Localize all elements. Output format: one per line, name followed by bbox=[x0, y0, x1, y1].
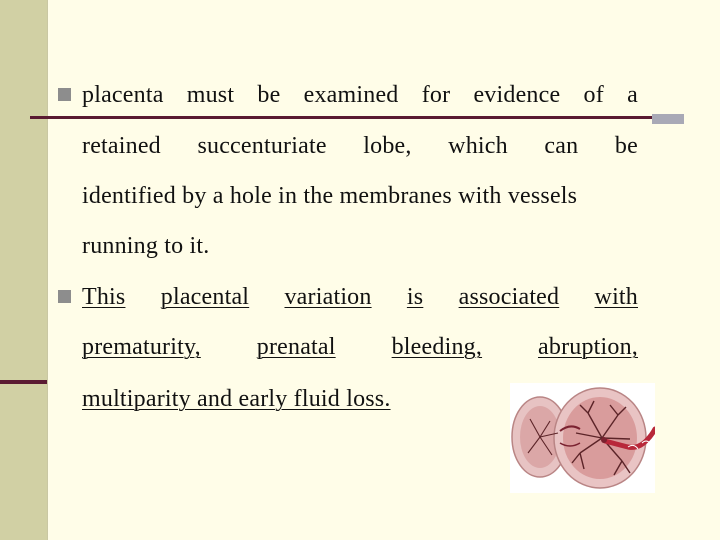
word: with bbox=[594, 284, 638, 310]
divider-end-block bbox=[652, 114, 684, 124]
word: placental bbox=[160, 284, 250, 310]
word: is bbox=[406, 284, 424, 310]
word: must bbox=[186, 82, 235, 108]
bullet-marker-2 bbox=[58, 290, 71, 303]
word: which bbox=[448, 133, 508, 159]
word: This bbox=[82, 284, 126, 310]
word: can bbox=[544, 133, 579, 159]
word: be bbox=[257, 82, 281, 108]
bullet-1-line-4: running to it. bbox=[82, 233, 210, 259]
word: prenatal bbox=[256, 334, 336, 360]
bullet-1-line-1 bbox=[82, 82, 638, 109]
bullet-1-line-2 bbox=[82, 133, 638, 160]
bullet-2-line-1 bbox=[82, 284, 638, 311]
left-band-edge bbox=[47, 0, 48, 540]
placenta-illustration-icon bbox=[510, 383, 655, 493]
bullet-2-line-2 bbox=[82, 334, 638, 361]
bullet-2-line-3: multiparity and early fluid loss. bbox=[82, 386, 391, 412]
title-divider-rule bbox=[30, 116, 682, 119]
word: retained bbox=[82, 133, 161, 159]
left-band-rule bbox=[0, 380, 47, 384]
word: prematurity, bbox=[82, 334, 201, 360]
word: examined bbox=[303, 82, 399, 108]
word: placenta bbox=[82, 82, 164, 108]
bullet-marker-1 bbox=[58, 88, 71, 101]
word: variation bbox=[284, 284, 372, 310]
word: for bbox=[421, 82, 451, 108]
word: bleeding, bbox=[391, 334, 483, 360]
word: a bbox=[627, 82, 638, 108]
word: abruption, bbox=[538, 334, 638, 360]
word: lobe, bbox=[363, 133, 412, 159]
word: associated bbox=[458, 284, 560, 310]
word: succenturiate bbox=[197, 133, 327, 159]
word: be bbox=[614, 133, 638, 159]
bullet-1-line-3: identified by a hole in the membranes with vessels bbox=[82, 183, 578, 209]
left-accent-band bbox=[0, 0, 47, 540]
word: evidence bbox=[473, 82, 561, 108]
word: of bbox=[583, 82, 604, 108]
